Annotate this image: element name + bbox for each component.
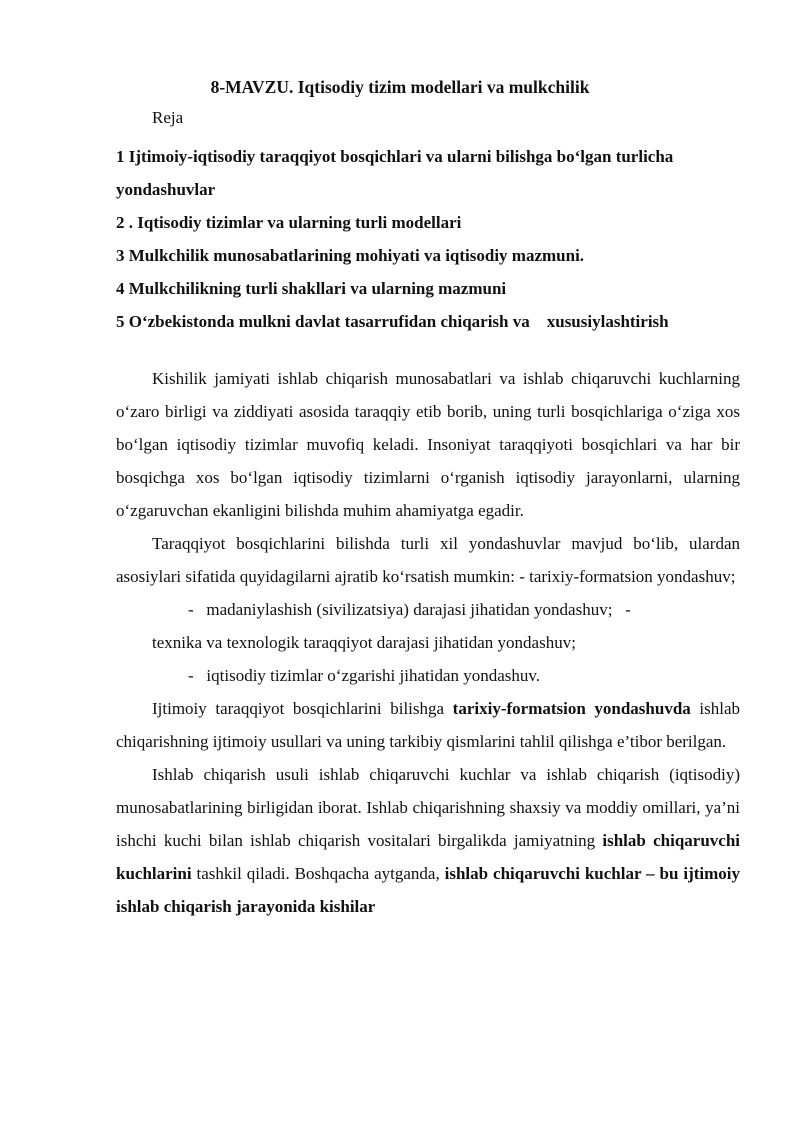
paragraph-4-bold-2: ishlab chiqaruvchi kuchlar – bu ijtimoiy ishlab chiqarish jarayonida kishilar <box>116 864 740 916</box>
plan-list <box>116 140 756 338</box>
paragraph-1: Kishilik jamiyati ishlab chiqarish munosabatlari va ishlab chiqaruvchi kuchlarning o‘zaro birligi va ziddiyati asosida taraqqiy etib borib, uning turli bosqichlariga o‘ziga xos bo‘lgan iqtisodiy tizimlar muvofiq keladi. Insoniyat taraqqiyoti bosqichlari va har bir bosqichga xos bo‘lgan iqtisodiy tizimlarni o‘rganish iqtisodiy jarayonlarni, ularning o‘zgaruvchan ekanligini bilishda muhim ahamiyatga egadir. <box>116 369 740 520</box>
paragraph-3 <box>116 692 740 758</box>
list-item-technology: texnika va texnologik taraqqiyot darajasi jihatidan yondashuv; <box>152 633 576 652</box>
paragraph-4-text-a: Ishlab chiqarish usuli ishlab chiqaruvchi kuchlar va ishlab chiqarish (iqtisodiy) munosabatlarining birligidan iborat. Ishlab chiqarishning shaxsiy va moddiy omillari, ya’ni ishchi kuchi bilan ishlab chiqarish vositalari birgalikda jamiyatning <box>116 765 740 850</box>
paragraph-3-text-a: Ijtimoiy taraqqiyot bosqichlarini bilishga <box>152 699 453 718</box>
list-item-civilization: - madaniylashish (sivilizatsiya) darajasi jihatidan yondashuv; - <box>188 600 631 619</box>
page-title: 8-MAVZU. Iqtisodiy tizim modellari va mulkchilik <box>210 77 590 97</box>
document-body <box>116 362 740 923</box>
plan-item-2: 2 . Iqtisodiy tizimlar va ularning turli modellari <box>116 213 462 232</box>
plan-item-4: 4 Mulkchilikning turli shakllari va ularning mazmuni <box>116 279 507 298</box>
plan-item-1: 1 Ijtimoiy-iqtisodiy taraqqiyot bosqichlari va ularni bilishga bo‘lgan turlicha yondashuvlar <box>116 147 674 199</box>
paragraph-2: Taraqqiyot bosqichlarini bilishda turli xil yondashuvlar mavjud bo‘lib, ulardan asosiylari sifatida quyidagilarni ajratib ko‘rsatish mumkin: - tarixiy-formatsion yondashuv; <box>116 534 740 586</box>
plan-heading: Reja <box>152 108 184 127</box>
paragraph-4 <box>116 758 740 923</box>
paragraph-3-text-c: ishlab chiqarishning ijtimoiy usullari va uning tarkibiy qismlarini tahlil qilishga e’tibor berilgan. <box>116 699 740 751</box>
plan-item-5: 5 O‘zbekistonda mulkni davlat tasarrufidan chiqarish va xususiylashtirish <box>116 312 669 331</box>
list-item-economic-systems: - iqtisodiy tizimlar o‘zgarishi jihatidan yondashuv. <box>188 666 541 685</box>
paragraph-4-bold-1: ishlab chiqaruvchi kuchlarini <box>116 831 740 883</box>
plan-item-3: 3 Mulkchilik munosabatlarining mohiyati va iqtisodiy mazmuni. <box>116 246 585 265</box>
paragraph-4-text-c: tashkil qiladi. Boshqacha aytganda, <box>191 864 445 883</box>
paragraph-3-bold: tarixiy-formatsion yondashuvda <box>452 699 691 718</box>
